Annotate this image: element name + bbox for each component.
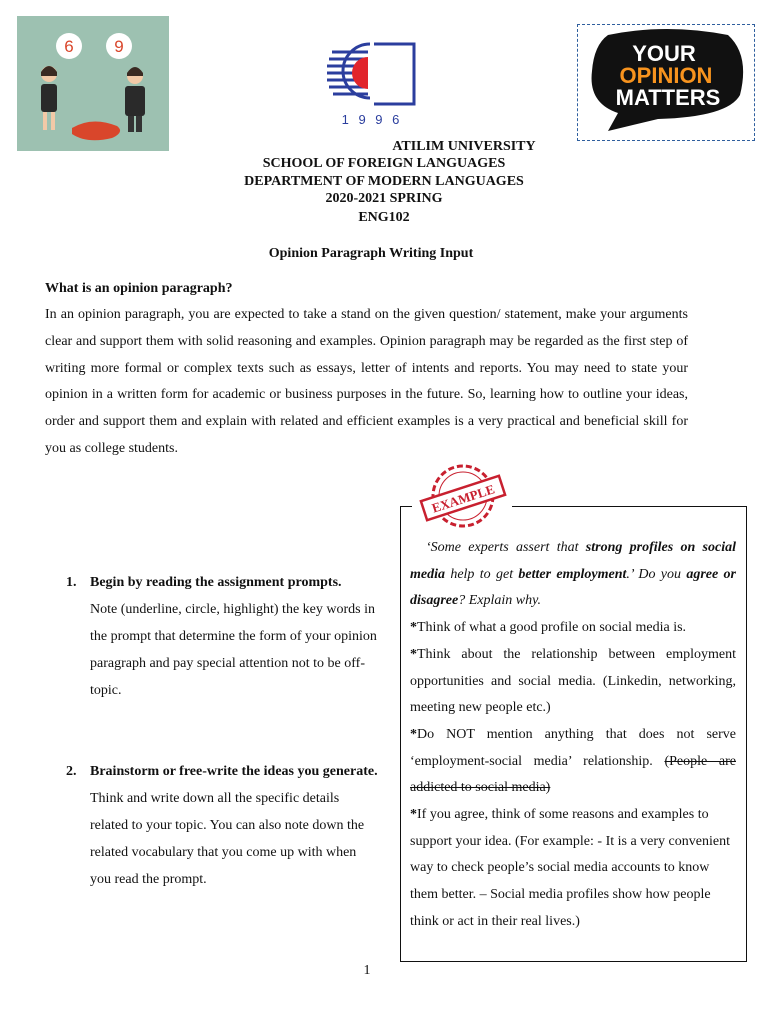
tip-2: [410, 642, 736, 722]
example-prompt: [410, 535, 736, 615]
prompt-part: .’ Do you: [626, 566, 687, 582]
step-1-number: 1.: [66, 575, 77, 590]
document-title: Opinion Paragraph Writing Input: [268, 246, 474, 261]
step-1-title: Begin by reading the assignment prompts.: [90, 575, 342, 590]
tip-struck-text: (People are addicted to social media): [410, 753, 736, 796]
tip-4: [410, 802, 736, 936]
tip-star: *: [410, 646, 417, 662]
tip-text: Think about the relationship between employment opportunities and social media. (Linkedin, networking, meeting new people etc.): [410, 646, 736, 716]
opinion-matters-badge: [577, 24, 755, 141]
page-number: 1: [363, 963, 371, 978]
step-2-text: Think and write down all the specific details related to your topic. You can also note down the related vocabulary that you come up with when you read the prompt.: [90, 791, 365, 887]
header-school: SCHOOL OF FOREIGN LANGUAGES: [262, 156, 506, 171]
tip-text: Think of what a good profile on social media is.: [417, 620, 687, 636]
intro-paragraph: In an opinion paragraph, you are expected to take a stand on the given question/ statement, make your arguments clear and support them with solid reasoning and examples. Opinion paragraph may be regarded as the first step of writing more formal or complex texts such as essays, letter of intents and reports. You may need to state your opinion in a written form for academic or business purposes in the future. So, learning how to outline your ideas, order and support them and explain with related and efficient examples is a very practical and beneficial skill for you as college students.: [45, 307, 688, 456]
step-2: [66, 758, 380, 893]
step-2-title: Brainstorm or free-write the ideas you generate.: [90, 764, 378, 779]
tip-star: *: [410, 807, 417, 823]
tip-star: *: [410, 620, 417, 636]
stamp-text: EXAMPLE: [429, 481, 497, 516]
tip-text: If you agree, think of some reasons and examples to support your idea. (For example: - It is a very convenient way to check people’s social media accounts to know them better. – Social media profiles show how people think or act in their real lives.): [410, 807, 730, 929]
prompt-bold: strong profiles on social media: [410, 540, 736, 582]
step-1: [66, 569, 380, 704]
prompt-part: ? Explain why.: [458, 593, 542, 609]
prompt-part: help to get: [445, 566, 519, 582]
prompt-part: ‘Some experts assert that: [426, 540, 586, 555]
tip-text: Do NOT mention anything that does not serve ‘employment-social media’ relationship.: [410, 726, 736, 769]
example-stamp: [416, 463, 510, 533]
header-term: 2020-2021 SPRING: [325, 191, 443, 206]
header-university: ATILIM UNIVERSITY: [392, 139, 536, 154]
header-course: ENG102: [358, 210, 410, 225]
step-2-number: 2.: [66, 764, 77, 779]
prompt-bold: better employment: [518, 566, 627, 582]
university-logo: [322, 38, 422, 130]
bubble-number-left: 6: [64, 37, 74, 56]
tip-3: [410, 722, 736, 802]
tip-1: [410, 615, 736, 642]
badge-line-2: OPINION: [619, 63, 713, 88]
logo-year: 1 9 9 6: [341, 112, 403, 127]
step-1-text: Note (underline, circle, highlight) the key words in the prompt that determine the form of your opinion paragraph and pay special attention not to be off-topic.: [90, 602, 377, 698]
bubble-number-right: 9: [114, 37, 124, 56]
cartoon-image: [17, 16, 169, 151]
badge-line-1: YOUR: [632, 41, 696, 66]
example-content: [410, 535, 736, 936]
tip-star: *: [410, 726, 417, 742]
prompt-bold: agree or disagree: [410, 566, 736, 609]
intro-heading: What is an opinion paragraph?: [45, 281, 233, 296]
badge-line-3: MATTERS: [615, 85, 721, 110]
header-department: DEPARTMENT OF MODERN LANGUAGES: [244, 174, 524, 189]
